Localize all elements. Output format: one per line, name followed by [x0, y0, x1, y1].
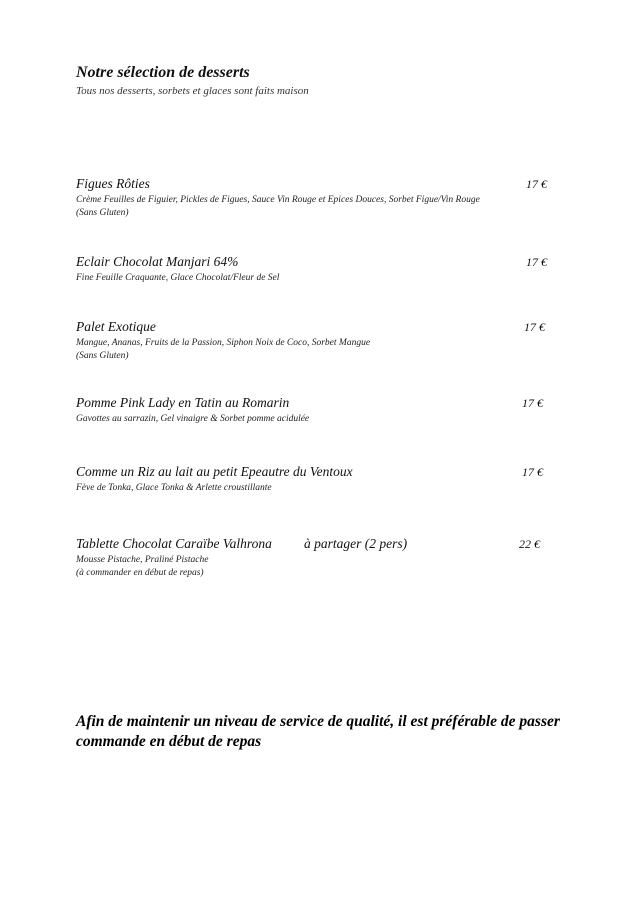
menu-item — [76, 318, 556, 363]
item-description-line: Fève de Tonka, Glace Tonka & Arlette croustillante — [76, 483, 272, 493]
item-description — [76, 337, 556, 363]
item-price: 17 € — [526, 255, 547, 269]
item-name: Comme un Riz au lait au petit Epeautre du Ventoux — [76, 464, 353, 479]
item-note: à partager (2 pers) — [304, 536, 408, 551]
item-name: Palet Exotique — [76, 319, 156, 334]
menu-item — [76, 535, 556, 580]
item-price: 17 € — [522, 465, 543, 479]
item-description — [76, 482, 556, 495]
item-price: 17 € — [524, 320, 545, 334]
item-description — [76, 272, 556, 285]
menu-item — [76, 253, 556, 285]
item-description — [76, 413, 556, 426]
menu-item — [76, 175, 556, 220]
item-description-line: Crème Feuilles de Figuier, Pickles de Figues, Sauce Vin Rouge et Epices Douces, Sorbet Figue/Vin Rouge — [76, 195, 480, 205]
item-description-line: Gavottes au sarrazin, Gel vinaigre & Sorbet pomme acidulée — [76, 414, 310, 424]
item-name: Tablette Chocolat Caraïbe Valhrona — [76, 536, 272, 551]
item-name: Figues Rôties — [76, 176, 150, 191]
item-name: Eclair Chocolat Manjari 64% — [76, 254, 239, 269]
menu-item — [76, 463, 556, 495]
page-subtitle: Tous nos desserts, sorbets et glaces sont faits maison — [76, 85, 309, 97]
item-description-line: Mangue, Ananas, Fruits de la Passion, Siphon Noix de Coco, Sorbet Mangue — [76, 338, 371, 348]
item-description-line: (Sans Gluten) — [76, 351, 129, 361]
item-description-line: (Sans Gluten) — [76, 208, 129, 218]
item-price: 17 € — [526, 177, 547, 191]
item-description — [76, 194, 556, 220]
item-price: 22 € — [519, 537, 540, 551]
item-description-line: Fine Feuille Craquante, Glace Chocolat/Fleur de Sel — [76, 273, 280, 283]
footer-notice: Afin de maintenir un niveau de service de qualité, il est préférable de passer commande en début de repas — [76, 713, 560, 750]
menu-item — [76, 394, 556, 426]
item-name: Pomme Pink Lady en Tatin au Romarin — [76, 395, 290, 410]
item-description-line: Mousse Pistache, Praliné Pistache — [76, 555, 209, 565]
item-price: 17 € — [522, 396, 543, 410]
item-description — [76, 554, 556, 580]
item-description-line: (à commander en début de repas) — [76, 568, 204, 578]
page-title: Notre sélection de desserts — [76, 64, 250, 81]
